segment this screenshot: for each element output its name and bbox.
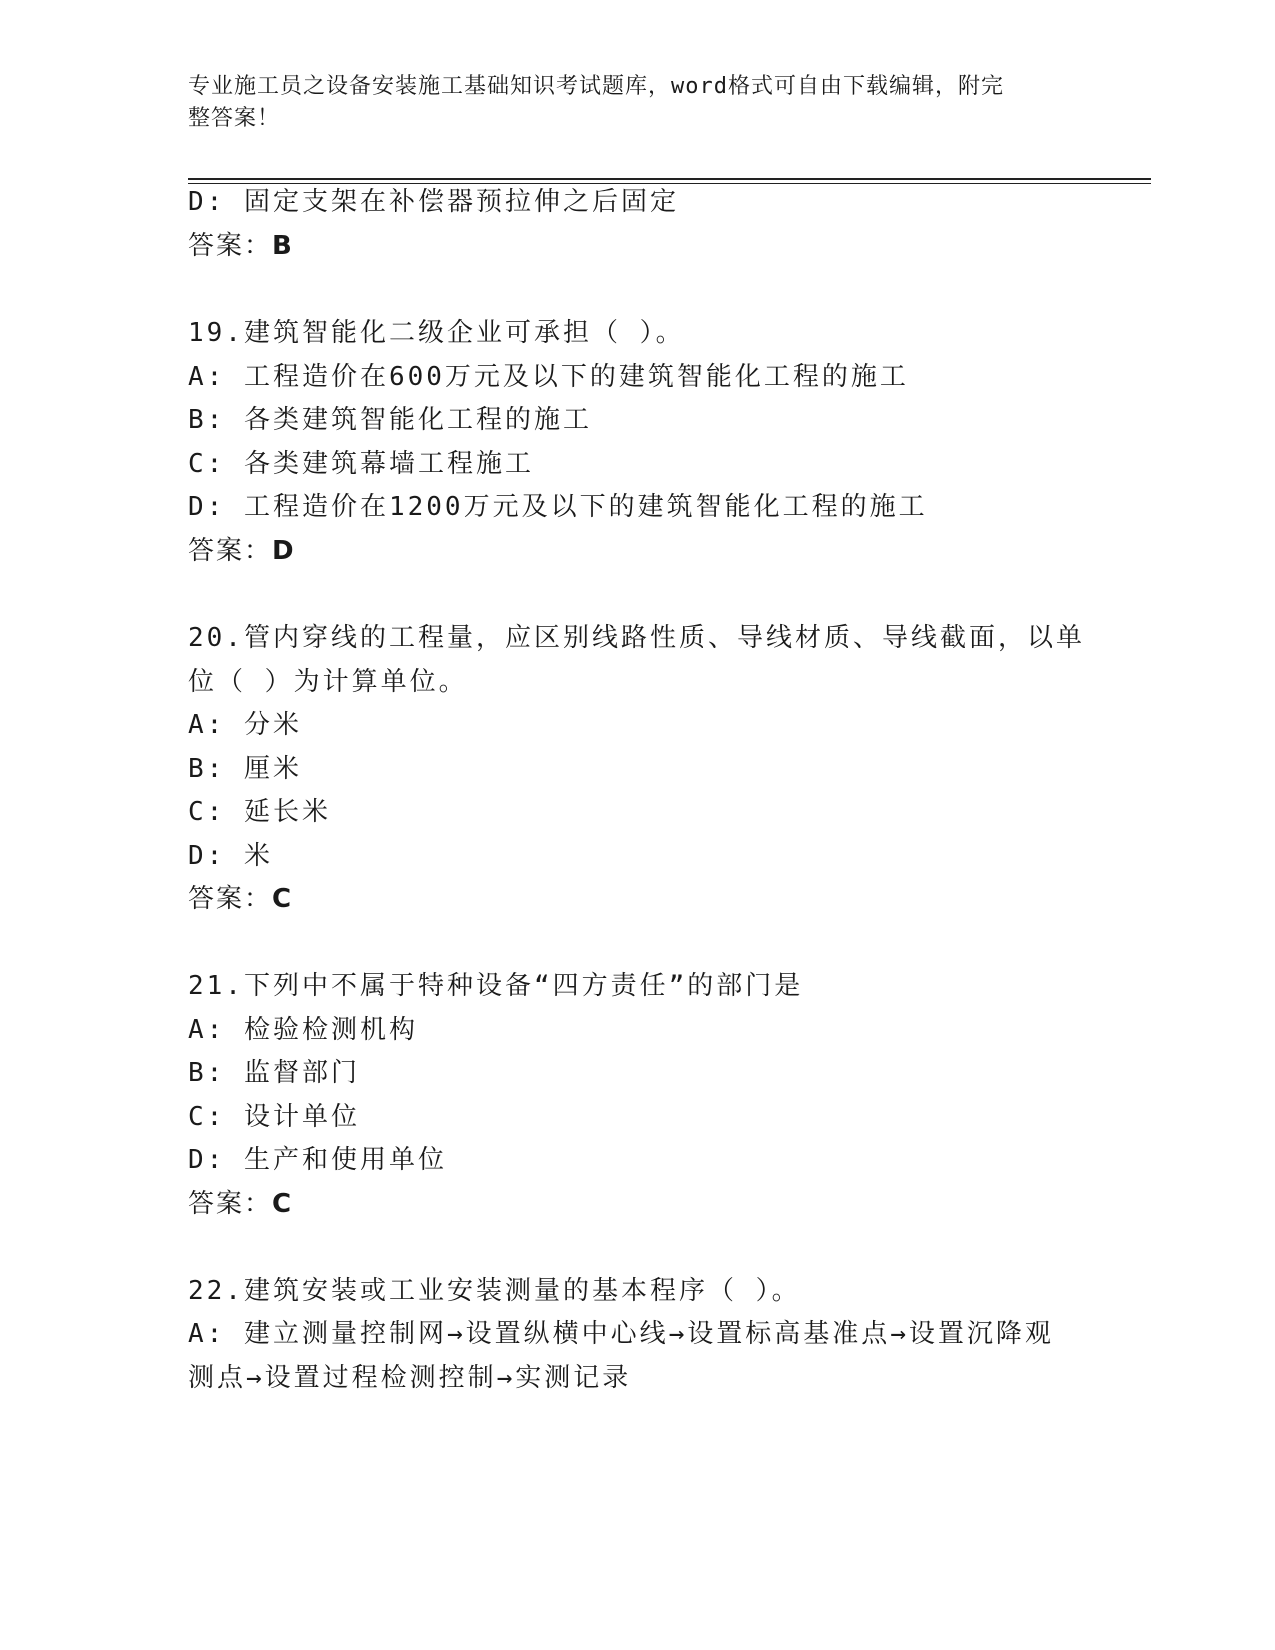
q21-option-c: C: 设计单位 xyxy=(188,1102,360,1132)
q20-option-a: A: 分米 xyxy=(188,710,302,740)
q19-option-b: B: 各类建筑智能化工程的施工 xyxy=(188,405,592,435)
prev-answer xyxy=(188,230,294,262)
header-rule-thin xyxy=(188,183,1151,184)
header-line-2: 整答案！ xyxy=(188,106,281,131)
answer-label: 答案： xyxy=(188,884,273,914)
header-rule-thick xyxy=(188,178,1151,180)
answer-label: 答案： xyxy=(188,536,273,566)
q21-option-d: D: 生产和使用单位 xyxy=(188,1145,447,1175)
q21-answer xyxy=(188,1188,293,1220)
answer-label: 答案： xyxy=(188,231,273,261)
answer-label: 答案： xyxy=(188,1189,273,1219)
q19-option-a: A: 工程造价在600万元及以下的建筑智能化工程的施工 xyxy=(188,362,909,392)
q19-option-d: D: 工程造价在1200万元及以下的建筑智能化工程的施工 xyxy=(188,492,928,522)
q21-stem: 21.下列中不属于特种设备“四方责任”的部门是 xyxy=(188,971,804,1001)
q20-stem-line-2: 位（ ）为计算单位。 xyxy=(188,667,468,697)
q20-option-c: C: 延长米 xyxy=(188,797,331,827)
q19-answer xyxy=(188,535,296,567)
answer-value: C xyxy=(272,884,294,914)
q19-option-c: C: 各类建筑幕墙工程施工 xyxy=(188,449,534,479)
q22-option-a-line-1: A: 建立测量控制网→设置纵横中心线→设置标高基准点→设置沉降观 xyxy=(188,1319,1054,1349)
header-line-1: 专业施工员之设备安装施工基础知识考试题库，word格式可自由下载编辑，附完 xyxy=(188,74,1004,99)
q21-option-b: B: 监督部门 xyxy=(188,1058,360,1088)
answer-value: B xyxy=(272,231,294,261)
answer-value: C xyxy=(272,1189,294,1219)
q20-answer xyxy=(188,883,293,915)
answer-value: D xyxy=(272,536,296,566)
q20-stem-line-1: 20.管内穿线的工程量，应区别线路性质、导线材质、导线截面，以单 xyxy=(188,623,1085,653)
q20-option-b: B: 厘米 xyxy=(188,754,302,784)
q22-option-a-line-2: 测点→设置过程检测控制→实测记录 xyxy=(188,1363,632,1393)
q19-stem: 19.建筑智能化二级企业可承担（ ）。 xyxy=(188,318,685,348)
document-header xyxy=(188,71,1088,135)
q20-option-d: D: 米 xyxy=(188,841,273,871)
prev-option-d: D: 固定支架在补偿器预拉伸之后固定 xyxy=(188,187,679,217)
q22-stem: 22.建筑安装或工业安装测量的基本程序（ ）。 xyxy=(188,1276,801,1306)
q21-option-a: A: 检验检测机构 xyxy=(188,1015,418,1045)
